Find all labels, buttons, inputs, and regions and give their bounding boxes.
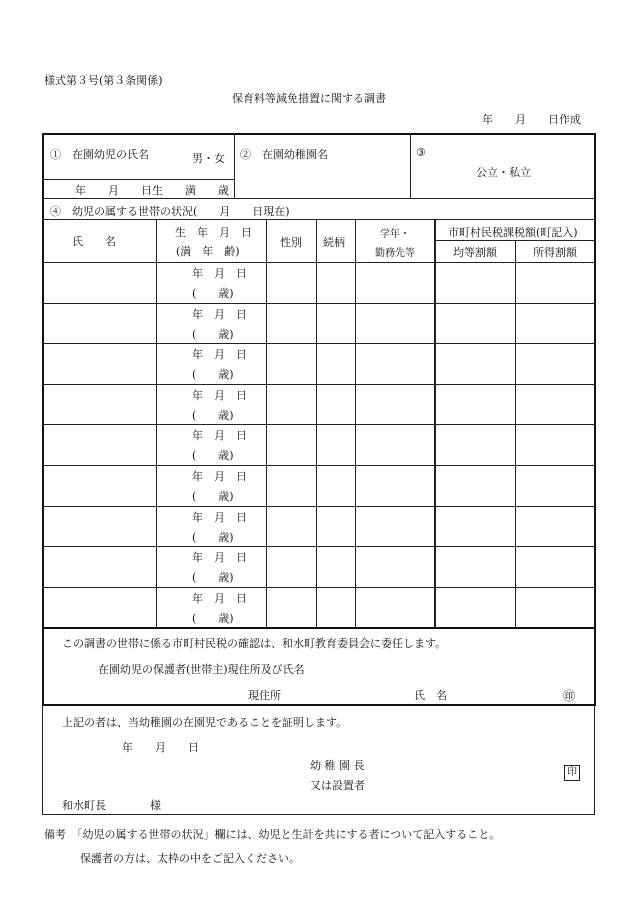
row-birth-date[interactable]: 年 月 日 xyxy=(192,551,247,564)
col-header-tax: 市町村民税課税額(町記入) xyxy=(448,226,578,239)
col-header-tax-income: 所得割額 xyxy=(533,246,577,259)
address-label[interactable]: 現住所 xyxy=(248,689,281,702)
row-birth-date[interactable]: 年 月 日 xyxy=(192,389,247,402)
col-header-school: 学年・ xyxy=(380,229,410,240)
row-age[interactable]: ( 歳) xyxy=(192,328,234,341)
row-age[interactable]: ( 歳) xyxy=(192,449,234,462)
birth-date-line[interactable]: 年 月 日生 満 歳 xyxy=(75,184,229,197)
certification-text: 上記の者は、当幼稚園の在園児であることを証明します。 xyxy=(62,716,348,729)
table-row[interactable] xyxy=(42,587,596,628)
child-name-label: ① 在園幼児の氏名 xyxy=(50,148,149,161)
col-header-birth: 生 年 月 日 xyxy=(175,226,252,239)
guardian-name-label[interactable]: 氏 名 xyxy=(414,689,447,702)
table-row[interactable] xyxy=(42,506,596,547)
form-number: 様式第３号(第３条関係) xyxy=(44,74,163,87)
founder-label: 又は設置者 xyxy=(310,779,365,792)
col-header-name: 氏 名 xyxy=(72,235,116,248)
household-status-label: ④ 幼児の属する世帯の状況( 月 日現在) xyxy=(50,205,290,218)
row-age[interactable]: ( 歳) xyxy=(192,612,234,625)
row-birth-date[interactable]: 年 月 日 xyxy=(192,592,247,605)
row-birth-date[interactable]: 年 月 日 xyxy=(192,348,247,361)
principal-seal[interactable]: 印 xyxy=(564,765,580,781)
row-birth-date[interactable]: 年 月 日 xyxy=(192,470,247,483)
table-row[interactable] xyxy=(42,424,596,465)
row-age[interactable]: ( 歳) xyxy=(192,287,234,300)
table-row[interactable] xyxy=(42,262,596,303)
mayor-addressee: 和水町長 様 xyxy=(62,799,161,812)
table-row[interactable] xyxy=(42,384,596,425)
row-birth-date[interactable]: 年 月 日 xyxy=(192,429,247,442)
row-birth-date[interactable]: 年 月 日 xyxy=(192,511,247,524)
document-title: 保育料等減免措置に関する調書 xyxy=(232,92,386,105)
guardian-seal[interactable]: ㊞ xyxy=(563,689,576,703)
date-created: 年 月 日作成 xyxy=(482,113,581,126)
row-age[interactable]: ( 歳) xyxy=(192,409,234,422)
row-age[interactable]: ( 歳) xyxy=(192,531,234,544)
row-birth-date[interactable]: 年 月 日 xyxy=(192,308,247,321)
table-row[interactable] xyxy=(42,546,596,587)
public-private-choice[interactable]: 公立・私立 xyxy=(476,166,531,179)
consent-text: この調書の世帯に係る市町村民税の確認は、和水町教育委員会に委任します。 xyxy=(62,637,447,650)
guardian-label: 在園幼児の保護者(世帯主)現住所及び氏名 xyxy=(98,663,305,676)
row-age[interactable]: ( 歳) xyxy=(192,571,234,584)
row-birth-date[interactable]: 年 月 日 xyxy=(192,267,247,280)
kindergarten-name-label: ② 在園幼稚園名 xyxy=(240,148,328,161)
col-header-workplace: 勤務先等 xyxy=(375,248,415,259)
table-row[interactable] xyxy=(42,303,596,344)
section3-number: ③ xyxy=(416,146,426,159)
table-row[interactable] xyxy=(42,465,596,506)
principal-label: 幼 稚 園 長 xyxy=(310,759,365,772)
col-header-age: (満 年 齢) xyxy=(176,245,240,258)
note-remarks: 備考 「幼児の属する世帯の状況」欄には、幼児と生計を共にする者について記入すること。 xyxy=(44,828,501,841)
row-age[interactable]: ( 歳) xyxy=(192,490,234,503)
note-guardian: 保護者の方は、太枠の中をご記入ください。 xyxy=(80,852,300,865)
col-header-gender: 性別 xyxy=(280,236,302,249)
certification-date[interactable]: 年 月 日 xyxy=(122,741,199,754)
table-row[interactable] xyxy=(42,343,596,384)
gender-choice[interactable]: 男・女 xyxy=(192,152,225,165)
col-header-relation: 続柄 xyxy=(323,236,345,249)
row-age[interactable]: ( 歳) xyxy=(192,368,234,381)
col-header-tax-equal: 均等割額 xyxy=(453,246,497,259)
